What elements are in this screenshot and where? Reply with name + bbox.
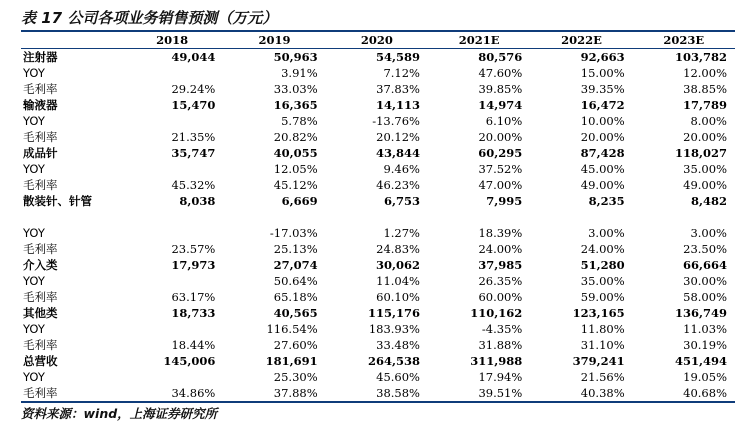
value-cell: 17,973: [171, 258, 216, 272]
value-cell: 15.00%: [580, 66, 625, 80]
header-cell-2023e: 2023E: [633, 32, 735, 49]
value-cell: [121, 369, 223, 385]
value-cell: 20.00%: [478, 130, 523, 144]
value-cell: 35.00%: [580, 274, 625, 288]
value-cell: 51,280: [580, 258, 625, 272]
value-cell: 24.00%: [478, 242, 523, 256]
value-cell: 23.57%: [171, 242, 216, 256]
table-row: [21, 81, 735, 97]
value-cell: 40,565: [273, 306, 318, 320]
row-label: 注射器: [23, 50, 58, 64]
value-cell: 34.86%: [121, 385, 223, 402]
value-cell: 118,027: [674, 146, 727, 160]
table-row: [21, 353, 735, 369]
value-cell: 12.05%: [273, 162, 318, 176]
value-cell: 8,482: [690, 194, 727, 208]
value-cell: 379,241: [572, 354, 625, 368]
table-row: [21, 241, 735, 257]
row-label: 毛利率: [23, 130, 58, 144]
value-cell: 65.18%: [273, 290, 318, 304]
value-cell: [121, 161, 223, 177]
value-cell: 14,974: [478, 98, 523, 112]
row-label: 输液器: [23, 98, 58, 112]
value-cell: [121, 113, 223, 129]
row-label: 总营收: [23, 354, 58, 368]
value-cell: 40.38%: [530, 385, 632, 402]
sales-forecast-table: [21, 32, 735, 403]
value-cell: 18,733: [171, 306, 216, 320]
value-cell: 116.54%: [266, 322, 318, 336]
value-cell: 35,747: [171, 146, 216, 160]
value-cell: 11.03%: [683, 322, 727, 336]
value-cell: 40.68%: [633, 385, 735, 402]
table-row: [21, 145, 735, 161]
value-cell: 26.35%: [478, 274, 523, 288]
value-cell: 8,038: [179, 194, 216, 208]
value-cell: 30,062: [375, 258, 420, 272]
value-cell: 3.91%: [281, 66, 318, 80]
value-cell: 123,165: [572, 306, 625, 320]
value-cell: [121, 65, 223, 81]
table-body: [21, 49, 735, 403]
table-row: [21, 257, 735, 273]
value-cell: 38.85%: [683, 82, 727, 96]
value-cell: 50.64%: [273, 274, 318, 288]
row-label: YOY: [23, 66, 45, 80]
value-cell: -13.76%: [372, 114, 420, 128]
value-cell: 54,589: [375, 50, 420, 64]
value-cell: 24.00%: [580, 242, 625, 256]
row-label: 散装针、针管: [23, 194, 92, 208]
value-cell: 7,995: [486, 194, 523, 208]
value-cell: 16,365: [273, 98, 318, 112]
value-cell: 27.60%: [273, 338, 318, 352]
report-table-block: [21, 8, 735, 422]
value-cell: 17,789: [682, 98, 727, 112]
value-cell: 39.51%: [428, 385, 530, 402]
header-cell-2019: 2019: [223, 32, 325, 49]
value-cell: 21.35%: [171, 130, 216, 144]
row-label: 毛利率: [23, 178, 58, 192]
row-label: 毛利率: [23, 338, 58, 352]
value-cell: 45.00%: [580, 162, 625, 176]
header-cell-label: [21, 32, 121, 49]
value-cell: 87,428: [580, 146, 625, 160]
value-cell: 37.52%: [478, 162, 523, 176]
row-label: 毛利率: [21, 385, 121, 402]
header-cell-2020: 2020: [326, 32, 428, 49]
value-cell: 11.04%: [376, 274, 420, 288]
value-cell: 19.05%: [683, 370, 727, 384]
row-label: 介入类: [23, 258, 58, 272]
value-cell: 1.27%: [383, 226, 420, 240]
value-cell: 3.00%: [588, 226, 625, 240]
value-cell: 311,988: [470, 354, 523, 368]
value-cell: 92,663: [580, 50, 625, 64]
value-cell: 9.46%: [383, 162, 420, 176]
value-cell: -17.03%: [269, 226, 318, 240]
value-cell: 17.94%: [478, 370, 523, 384]
value-cell: 14,113: [375, 98, 420, 112]
value-cell: 59.00%: [580, 290, 625, 304]
value-cell: 15,470: [171, 98, 216, 112]
value-cell: 37,985: [478, 258, 523, 272]
value-cell: 66,664: [682, 258, 727, 272]
table-row: [21, 161, 735, 177]
value-cell: 110,162: [470, 306, 523, 320]
value-cell: 20.82%: [273, 130, 318, 144]
row-label: YOY: [23, 322, 45, 336]
value-cell: 27,074: [273, 258, 318, 272]
value-cell: 50,963: [273, 50, 318, 64]
value-cell: 5.78%: [281, 114, 318, 128]
table-row: [21, 337, 735, 353]
table-row: [21, 177, 735, 193]
value-cell: 181,691: [265, 354, 318, 368]
value-cell: 7.12%: [383, 66, 420, 80]
table-row: [21, 369, 735, 385]
value-cell: 49.00%: [683, 178, 727, 192]
row-label: YOY: [23, 114, 45, 128]
value-cell: 39.85%: [478, 82, 523, 96]
table-row: [21, 289, 735, 305]
header-cell-2021e: 2021E: [428, 32, 530, 49]
value-cell: 8.00%: [690, 114, 727, 128]
value-cell: 39.35%: [580, 82, 625, 96]
table-row: [21, 193, 735, 225]
value-cell: 37.83%: [376, 82, 420, 96]
value-cell: 16,472: [580, 98, 625, 112]
table-row: [21, 113, 735, 129]
header-row: [21, 32, 735, 49]
value-cell: [121, 321, 223, 337]
header-cell-2022e: 2022E: [530, 32, 632, 49]
value-cell: 23.50%: [683, 242, 727, 256]
value-cell: 18.44%: [171, 338, 216, 352]
value-cell: 60,295: [478, 146, 523, 160]
value-cell: 11.80%: [580, 322, 625, 336]
value-cell: 29.24%: [171, 82, 216, 96]
value-cell: 45.60%: [376, 370, 420, 384]
value-cell: 37.88%: [223, 385, 325, 402]
table-row: [21, 273, 735, 289]
table-row: [21, 385, 735, 402]
value-cell: 46.23%: [376, 178, 420, 192]
value-cell: -4.35%: [481, 322, 523, 336]
header-cell-2018: 2018: [121, 32, 223, 49]
table-row: [21, 225, 735, 241]
value-cell: 33.03%: [273, 82, 318, 96]
value-cell: 6.10%: [485, 114, 523, 128]
table-title: 表 17 公司各项业务销售预测（万元）: [21, 8, 735, 32]
value-cell: 45.12%: [273, 178, 318, 192]
value-cell: 18.39%: [478, 226, 523, 240]
value-cell: 183.93%: [368, 322, 420, 336]
value-cell: 33.48%: [376, 338, 420, 352]
value-cell: 145,006: [163, 354, 216, 368]
value-cell: 25.13%: [273, 242, 318, 256]
value-cell: 38.58%: [326, 385, 428, 402]
value-cell: [121, 225, 223, 241]
value-cell: 35.00%: [683, 162, 727, 176]
value-cell: 31.88%: [478, 338, 523, 352]
value-cell: 12.00%: [683, 66, 727, 80]
value-cell: 43,844: [375, 146, 420, 160]
row-label: 毛利率: [23, 82, 58, 96]
value-cell: 264,538: [367, 354, 420, 368]
value-cell: 24.83%: [376, 242, 420, 256]
row-label: 毛利率: [23, 290, 58, 304]
source-note: 资料来源：wind，上海证券研究所: [21, 406, 218, 421]
value-cell: 45.32%: [171, 178, 216, 192]
value-cell: 49.00%: [580, 178, 625, 192]
table-row: [21, 65, 735, 81]
value-cell: [121, 273, 223, 289]
row-label: YOY: [23, 226, 45, 240]
value-cell: 136,749: [674, 306, 727, 320]
value-cell: 47.00%: [478, 178, 523, 192]
value-cell: 115,176: [367, 306, 420, 320]
value-cell: 8,235: [588, 194, 625, 208]
value-cell: 451,494: [674, 354, 727, 368]
row-label: 其他类: [23, 306, 58, 320]
value-cell: 60.00%: [478, 290, 523, 304]
value-cell: 6,669: [281, 194, 318, 208]
value-cell: 30.19%: [683, 338, 727, 352]
row-label: YOY: [23, 162, 45, 176]
value-cell: 25.30%: [273, 370, 318, 384]
row-label: 成品针: [23, 146, 58, 160]
value-cell: 63.17%: [171, 290, 216, 304]
table-row: [21, 129, 735, 145]
value-cell: 20.12%: [376, 130, 420, 144]
value-cell: 6,753: [383, 194, 420, 208]
value-cell: 40,055: [273, 146, 318, 160]
value-cell: 103,782: [674, 50, 727, 64]
value-cell: 3.00%: [690, 226, 727, 240]
value-cell: 60.10%: [376, 290, 420, 304]
row-label: 毛利率: [23, 242, 58, 256]
table-row: [21, 321, 735, 337]
value-cell: 10.00%: [580, 114, 625, 128]
table-row: [21, 97, 735, 113]
value-cell: 21.56%: [580, 370, 625, 384]
table-row: [21, 305, 735, 321]
value-cell: 80,576: [478, 50, 523, 64]
value-cell: 47.60%: [478, 66, 523, 80]
value-cell: 58.00%: [683, 290, 727, 304]
table-row: [21, 49, 735, 66]
value-cell: 20.00%: [580, 130, 625, 144]
value-cell: 30.00%: [683, 274, 727, 288]
row-label: YOY: [23, 274, 45, 288]
value-cell: 20.00%: [683, 130, 727, 144]
value-cell: 49,044: [171, 50, 216, 64]
value-cell: 31.10%: [580, 338, 625, 352]
row-label: YOY: [23, 370, 45, 384]
